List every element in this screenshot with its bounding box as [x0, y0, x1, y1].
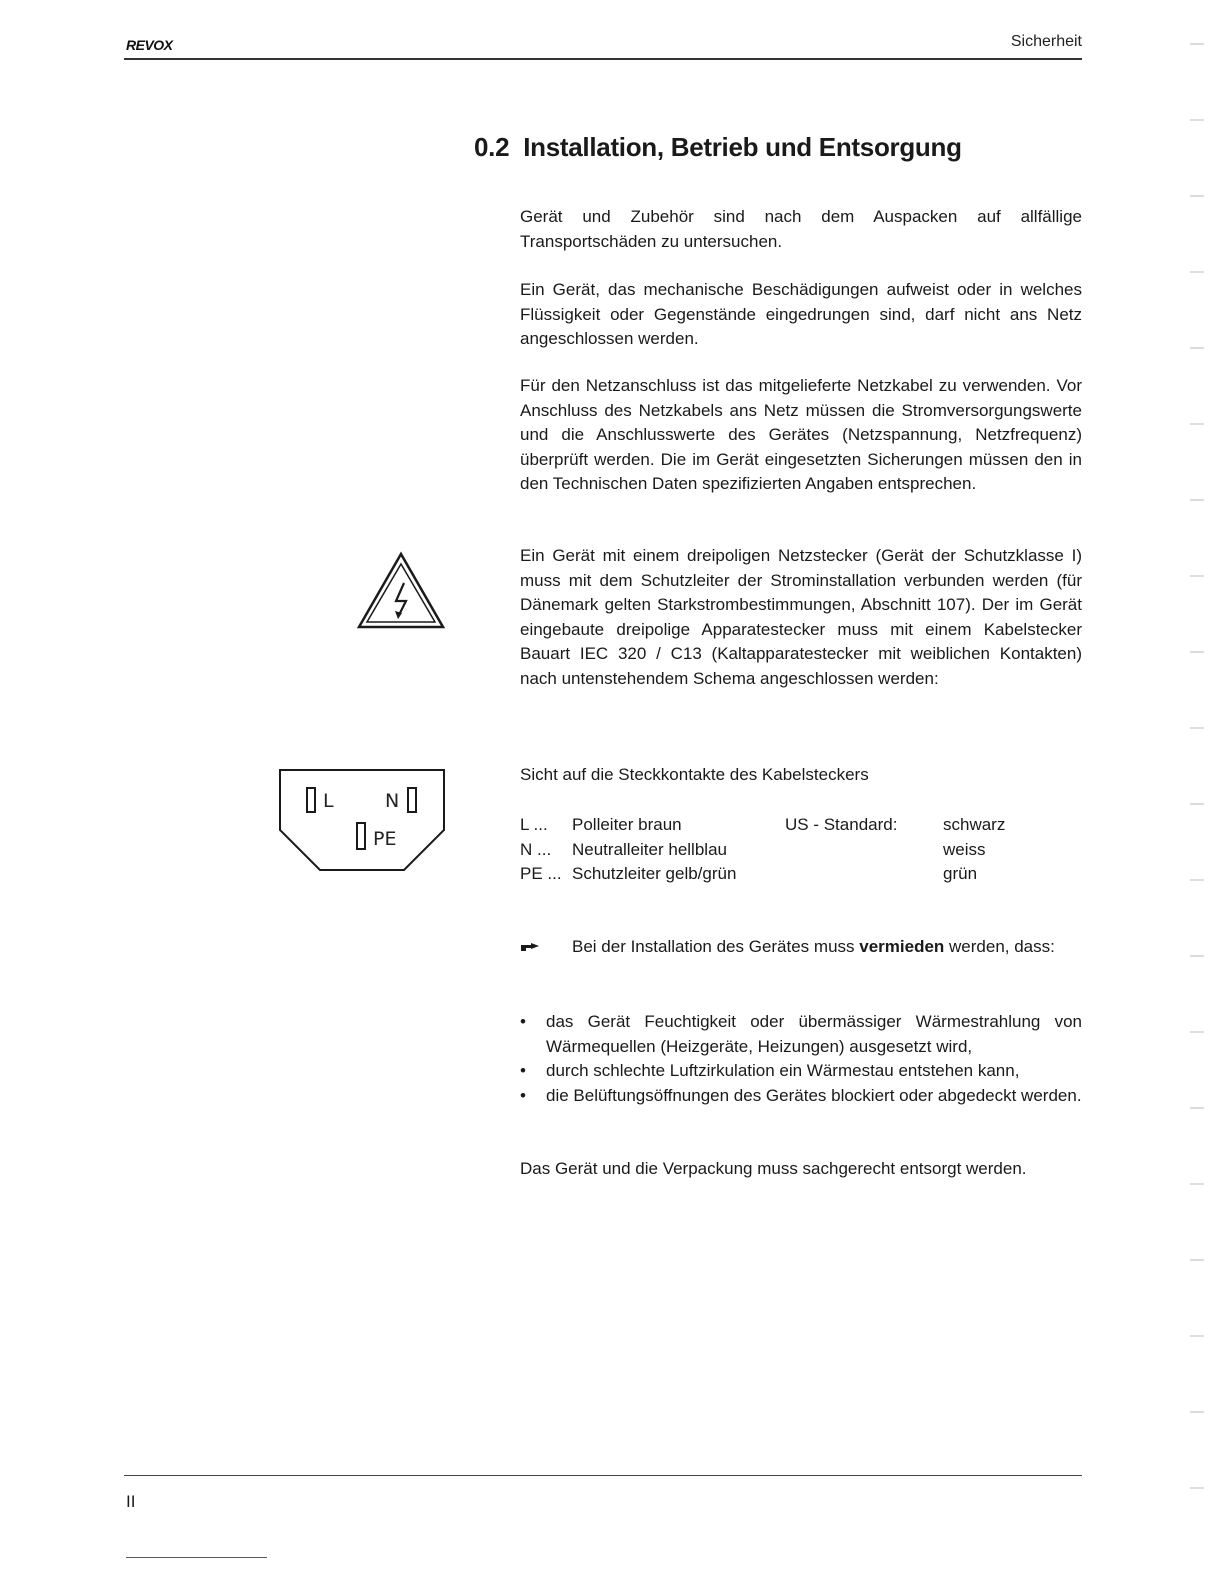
installation-note: Bei der Installation des Gerätes muss vermieden werden, dass: — [520, 935, 1082, 960]
revox-logo — [126, 34, 196, 54]
header-rule — [124, 58, 1082, 60]
plug-diagram — [278, 768, 446, 872]
list-item: • die Belüftungsöffnungen des Gerätes blockiert oder abgedeckt werden. — [520, 1085, 1082, 1105]
scan-artifact-line — [126, 1557, 267, 1558]
plug-label-l: L — [323, 790, 334, 812]
legend-row: PE ... Schutzleiter gelb/grün grün — [520, 864, 978, 883]
legend-row: N ... Neutralleiter hellblau weiss — [520, 839, 986, 859]
plug-label-pe: PE — [373, 828, 397, 850]
list-item: • durch schlechte Luftzirkulation ein Wärmestau entstehen kann, — [520, 1061, 1020, 1080]
high-voltage-warning-icon — [356, 551, 446, 631]
paragraph-disposal: Das Gerät und die Verpackung muss sachgerecht entsorgt werden. — [520, 1159, 1027, 1178]
page-number: II — [126, 1492, 136, 1511]
page-heading — [474, 132, 962, 163]
paragraph-damage: Ein Gerät, das mechanische Beschädigungen aufweist oder in welches Flüssigkeit oder Gegenstände eingedrungen sind, darf nicht ans Netz angeschlossen werden. — [520, 280, 1082, 348]
svg-text:REVOX: REVOX — [126, 37, 173, 53]
footer-rule — [124, 1475, 1082, 1476]
wire-color-legend — [520, 813, 1082, 887]
paragraph-plug-view: Sicht auf die Steckkontakte des Kabelsteckers — [520, 765, 869, 784]
paragraph-power-cable: Für den Netzanschluss ist das mitgelieferte Netzkabel zu verwenden. Vor Anschluss des Netzkabels ans Netz müssen die Stromversorgungswerte und die Anschlusswerte des Gerätes (Netzspannung, Netzfrequenz) überprüft werden. Die im Gerät eingesetzten Sicherungen müssen den in den Technischen Daten spezifizierten Angaben entsprechen. — [520, 376, 1082, 493]
paragraph-grounding: Ein Gerät mit einem dreipoligen Netzstecker (Gerät der Schutzklasse I) muss mit dem Schutzleiter der Strominstallation verbunden werden (für Dänemark gelten Starkstrombestimmungen, Abschnitt 107). Der im Gerät eingebaute dreipolige Apparatestecker muss mit einem Kabelstecker Bauart IEC 320 / C13 (Kaltapparatestecker mit weiblichen Kontakten) nach untenstehendem Schema angeschlossen werden: — [520, 546, 1082, 688]
plug-label-n: N — [385, 790, 400, 812]
section-title: Sicherheit — [1010, 33, 1082, 50]
emphasis-word: vermieden — [859, 937, 945, 956]
pointing-hand-icon — [520, 939, 540, 953]
plug-outline — [278, 768, 446, 872]
heading-title: Installation, Betrieb und Entsorgung — [523, 132, 962, 162]
heading-number: 0.2 — [474, 132, 510, 162]
avoid-list — [520, 1010, 1082, 1108]
margin-ticks — [1184, 0, 1224, 1584]
list-item: • das Gerät Feuchtigkeit oder übermässiger Wärmestrahlung von Wärmequellen (Heizgeräte, Heizungen) ausgesetzt wird, — [520, 1012, 1082, 1056]
paragraph-inspection: Gerät und Zubehör sind nach dem Auspacken auf allfällige Transportschäden zu untersuchen. — [520, 207, 1082, 251]
legend-row: L ... Polleiter braun US - Standard: schwarz — [520, 815, 1006, 834]
